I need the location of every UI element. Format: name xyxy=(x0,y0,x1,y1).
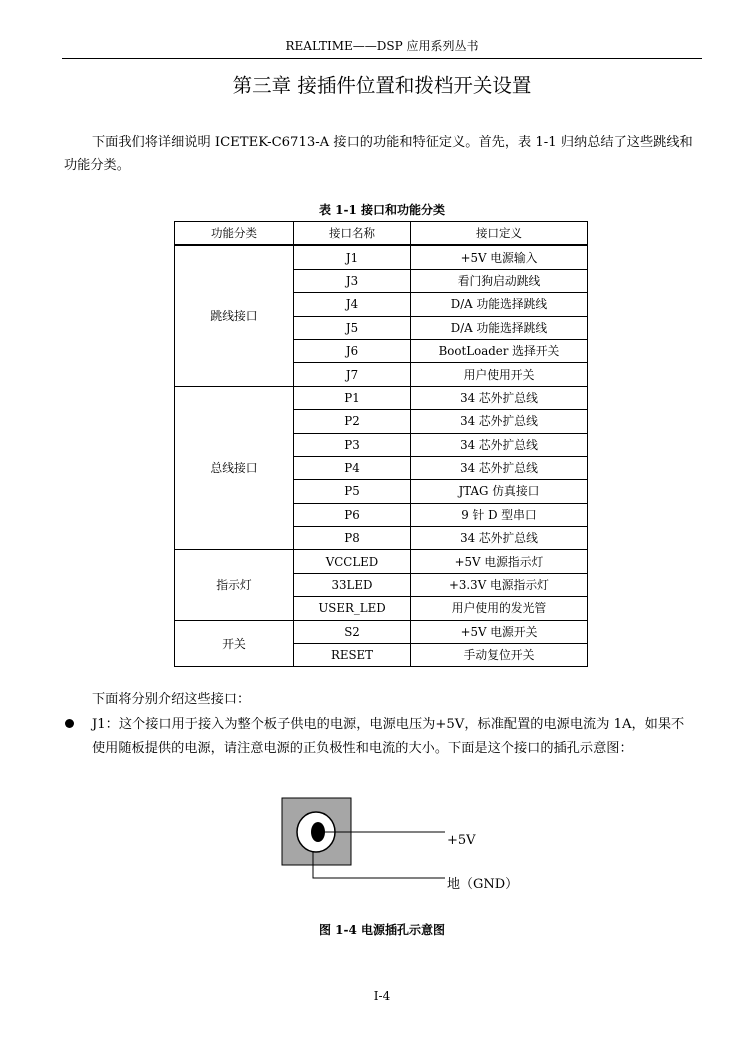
table-row xyxy=(175,550,588,573)
category-cell: 总线接口 xyxy=(175,386,294,550)
interface-definition-cell: 34 芯外扩总线 xyxy=(411,433,588,456)
interface-definition-cell: JTAG 仿真接口 xyxy=(411,480,588,503)
interface-name-cell: P4 xyxy=(294,456,411,479)
interface-name-cell: J1 xyxy=(294,245,411,269)
interface-definition-cell: +5V 电源指示灯 xyxy=(411,550,588,573)
interface-table xyxy=(174,221,588,667)
column-header-definition: 接口定义 xyxy=(411,222,588,246)
header-rule xyxy=(62,58,702,59)
table-body xyxy=(175,245,588,667)
bullet-text-j1: J1：这个接口用于接入为整个板子供电的电源，电源电压为+5V，标准配置的电源电流为 1A，如果不使用随板提供的电源，请注意电源的正负极性和电流的大小。下面是这个接口的插孔示意图： xyxy=(92,717,685,756)
table-caption: 表 1-1 接口和功能分类 xyxy=(318,203,446,217)
interface-name-cell: J6 xyxy=(294,339,411,362)
interface-definition-cell: 34 芯外扩总线 xyxy=(411,527,588,550)
table-row xyxy=(175,386,588,409)
power-socket-diagram xyxy=(280,795,450,885)
interface-definition-cell: D/A 功能选择跳线 xyxy=(411,316,588,339)
socket-center-pin xyxy=(311,822,325,842)
category-cell: 开关 xyxy=(175,620,294,667)
running-header: REALTIME——DSP 应用系列丛书 xyxy=(285,39,479,53)
interface-name-cell: P1 xyxy=(294,386,411,409)
interface-name-cell: S2 xyxy=(294,620,411,643)
interface-definition-cell: 34 芯外扩总线 xyxy=(411,410,588,433)
category-cell: 指示灯 xyxy=(175,550,294,620)
positive-label: +5V xyxy=(447,833,476,848)
interface-definition-cell: 手动复位开关 xyxy=(411,644,588,667)
interface-name-cell: RESET xyxy=(294,644,411,667)
table-row xyxy=(175,245,588,269)
interface-definition-cell: +3.3V 电源指示灯 xyxy=(411,573,588,596)
interface-name-cell: 33LED xyxy=(294,573,411,596)
interface-definition-cell: 用户使用开关 xyxy=(411,363,588,386)
interface-name-cell: P6 xyxy=(294,503,411,526)
interface-definition-cell: 用户使用的发光管 xyxy=(411,597,588,620)
interface-name-cell: P8 xyxy=(294,527,411,550)
table-header-row xyxy=(175,222,588,246)
interface-definition-cell: BootLoader 选择开关 xyxy=(411,339,588,362)
bullet-icon xyxy=(65,719,74,728)
interface-name-cell: P5 xyxy=(294,480,411,503)
chapter-title: 第三章 接插件位置和拨档开关设置 xyxy=(232,74,532,97)
column-header-category: 功能分类 xyxy=(175,222,294,246)
interface-definition-cell: +5V 电源开关 xyxy=(411,620,588,643)
interface-name-cell: P2 xyxy=(294,410,411,433)
table-row xyxy=(175,620,588,643)
intro-list-text: 下面将分别介绍这些接口： xyxy=(92,692,251,707)
intro-paragraph: 下面我们将详细说明 ICETEK-C6713-A 接口的功能和特征定义。首先，表 1-1 归纳总结了这些跳线和功能分类。 xyxy=(64,135,693,173)
interface-definition-cell: D/A 功能选择跳线 xyxy=(411,293,588,316)
interface-definition-cell: 34 芯外扩总线 xyxy=(411,456,588,479)
ground-label: 地（GND） xyxy=(447,877,519,892)
interface-name-cell: J7 xyxy=(294,363,411,386)
interface-definition-cell: 9 针 D 型串口 xyxy=(411,503,588,526)
interface-name-cell: VCCLED xyxy=(294,550,411,573)
interface-name-cell: P3 xyxy=(294,433,411,456)
interface-name-cell: J5 xyxy=(294,316,411,339)
interface-definition-cell: +5V 电源输入 xyxy=(411,245,588,269)
interface-definition-cell: 看门狗启动跳线 xyxy=(411,269,588,292)
interface-name-cell: USER_LED xyxy=(294,597,411,620)
interface-name-cell: J4 xyxy=(294,293,411,316)
figure-caption: 图 1-4 电源插孔示意图 xyxy=(318,923,446,937)
category-cell: 跳线接口 xyxy=(175,245,294,386)
interface-definition-cell: 34 芯外扩总线 xyxy=(411,386,588,409)
page-number: I-4 xyxy=(373,989,391,1003)
interface-name-cell: J3 xyxy=(294,269,411,292)
column-header-name: 接口名称 xyxy=(294,222,411,246)
